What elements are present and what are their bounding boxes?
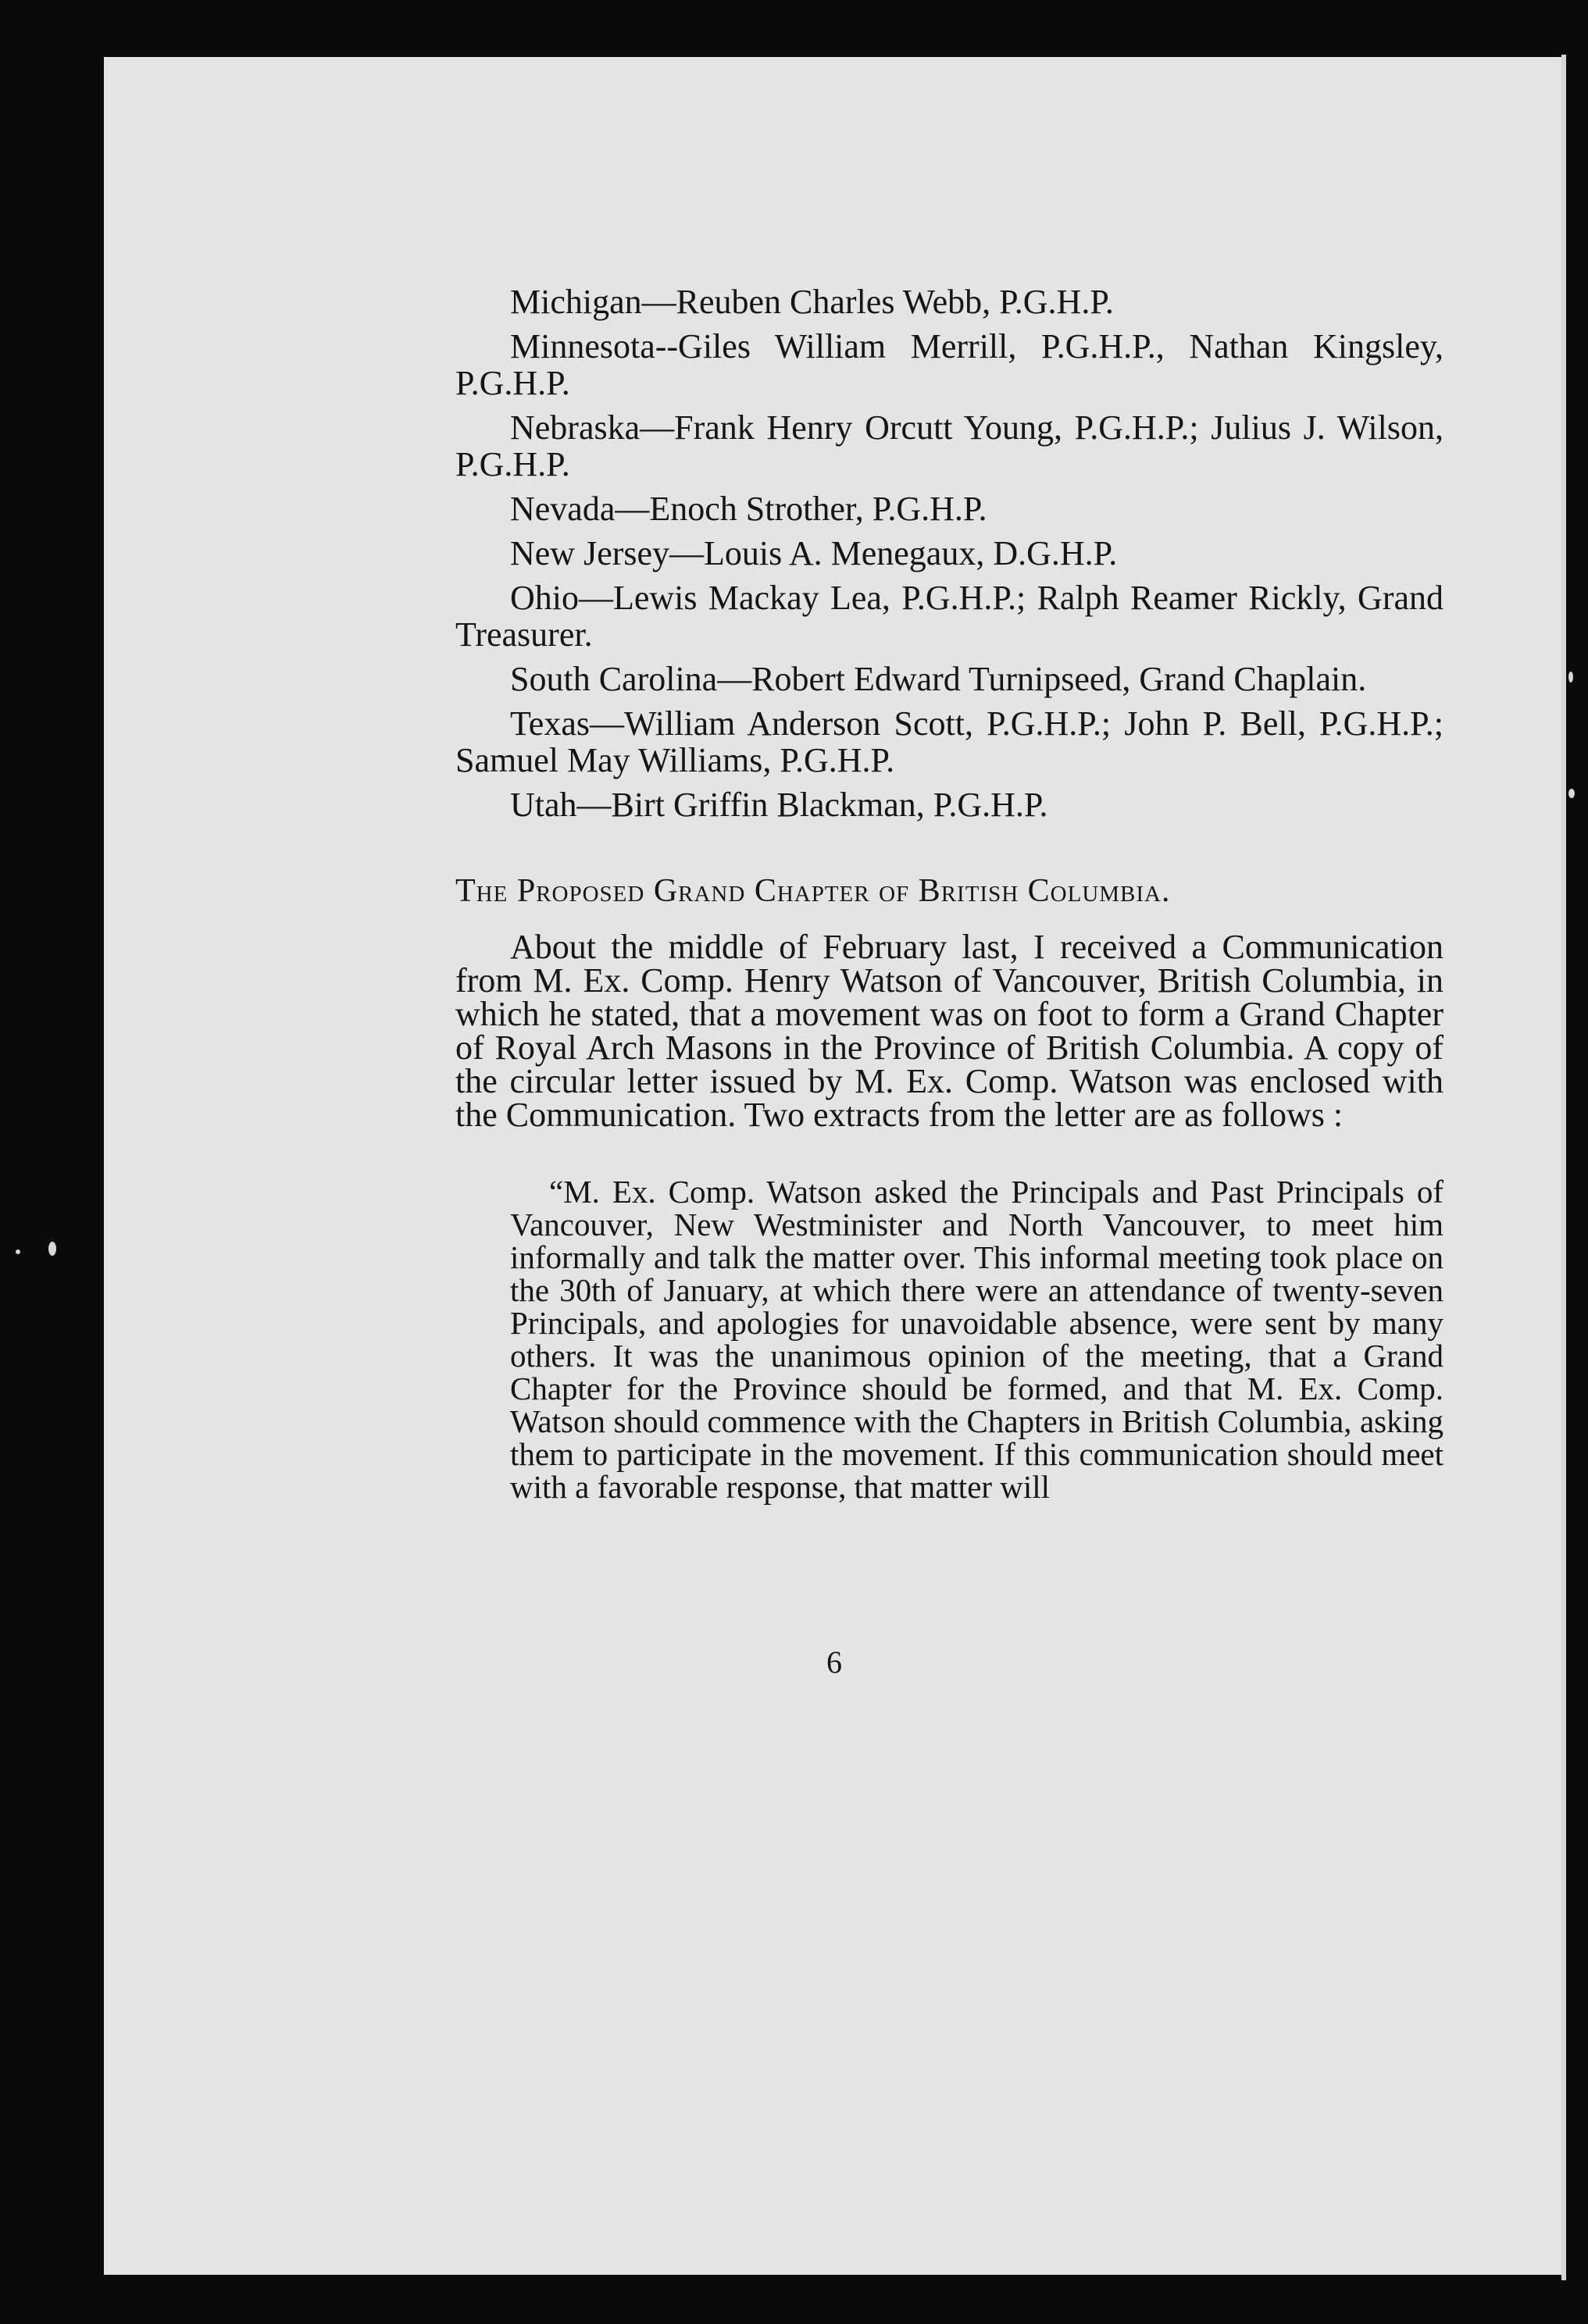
scan-speck bbox=[16, 1249, 20, 1254]
representative-entry: Minnesota--Giles William Merrill, P.G.H.P., Nathan Kingsley, P.G.H.P. bbox=[455, 327, 1443, 402]
body-paragraph: About the middle of February last, I received a Communication from M. Ex. Comp. Henry Watson of Vancouver, British Columbia, in which he stated, that a movement was on foot to form a Grand Chapter of Royal Arch Masons in the Province of British Columbia. A copy of the circular letter issued by M. Ex. Comp. Watson was enclosed with the Communication. Two extracts from the letter are as follows : bbox=[455, 928, 1443, 1134]
representative-entry: Michigan—Reuben Charles Webb, P.G.H.P. bbox=[510, 283, 1114, 321]
page-number: 6 bbox=[826, 1645, 842, 1680]
page-fold-edge bbox=[1561, 55, 1566, 2280]
document-page bbox=[104, 57, 1565, 2275]
scan-speck bbox=[48, 1242, 56, 1256]
text-column bbox=[455, 283, 1443, 1503]
representative-entry: South Carolina—Robert Edward Turnipseed, Grand Chaplain. bbox=[510, 660, 1367, 698]
representative-entry: Nevada—Enoch Strother, P.G.H.P. bbox=[510, 490, 987, 528]
scan-speck bbox=[1568, 672, 1573, 683]
representative-entry: Utah—Birt Griffin Blackman, P.G.H.P. bbox=[510, 786, 1048, 824]
representative-entry: New Jersey—Louis A. Menegaux, D.G.H.P. bbox=[510, 534, 1118, 572]
representative-entry: Nebraska—Frank Henry Orcutt Young, P.G.H.P.; Julius J. Wilson, P.G.H.P. bbox=[455, 408, 1443, 483]
quoted-letter-extract: “M. Ex. Comp. Watson asked the Principals and Past Principals of Vancouver, New Westminister and North Vancouver, to meet him informally and talk the matter over. This informal meeting took place on the 30th of January, at which there were an attendance of twenty-seven Principals, and apologies for unavoidable absence, were sent by many others. It was the unanimous opinion of the meeting, that a Grand Chapter for the Province should be formed, and that M. Ex. Comp. Watson should commence with the Chapters in British Columbia, asking them to participate in the movement. If this communication should meet with a favorable response, that matter will bbox=[510, 1174, 1443, 1505]
scan-speck bbox=[1568, 789, 1575, 798]
representative-entry: Texas—William Anderson Scott, P.G.H.P.; John P. Bell, P.G.H.P.; Samuel May Williams, P.G.H.P. bbox=[455, 704, 1443, 779]
section-heading: The Proposed Grand Chapter of British Columbia. bbox=[455, 873, 1171, 909]
representative-entry: Ohio—Lewis Mackay Lea, P.G.H.P.; Ralph Reamer Rickly, Grand Treasurer. bbox=[455, 579, 1443, 654]
